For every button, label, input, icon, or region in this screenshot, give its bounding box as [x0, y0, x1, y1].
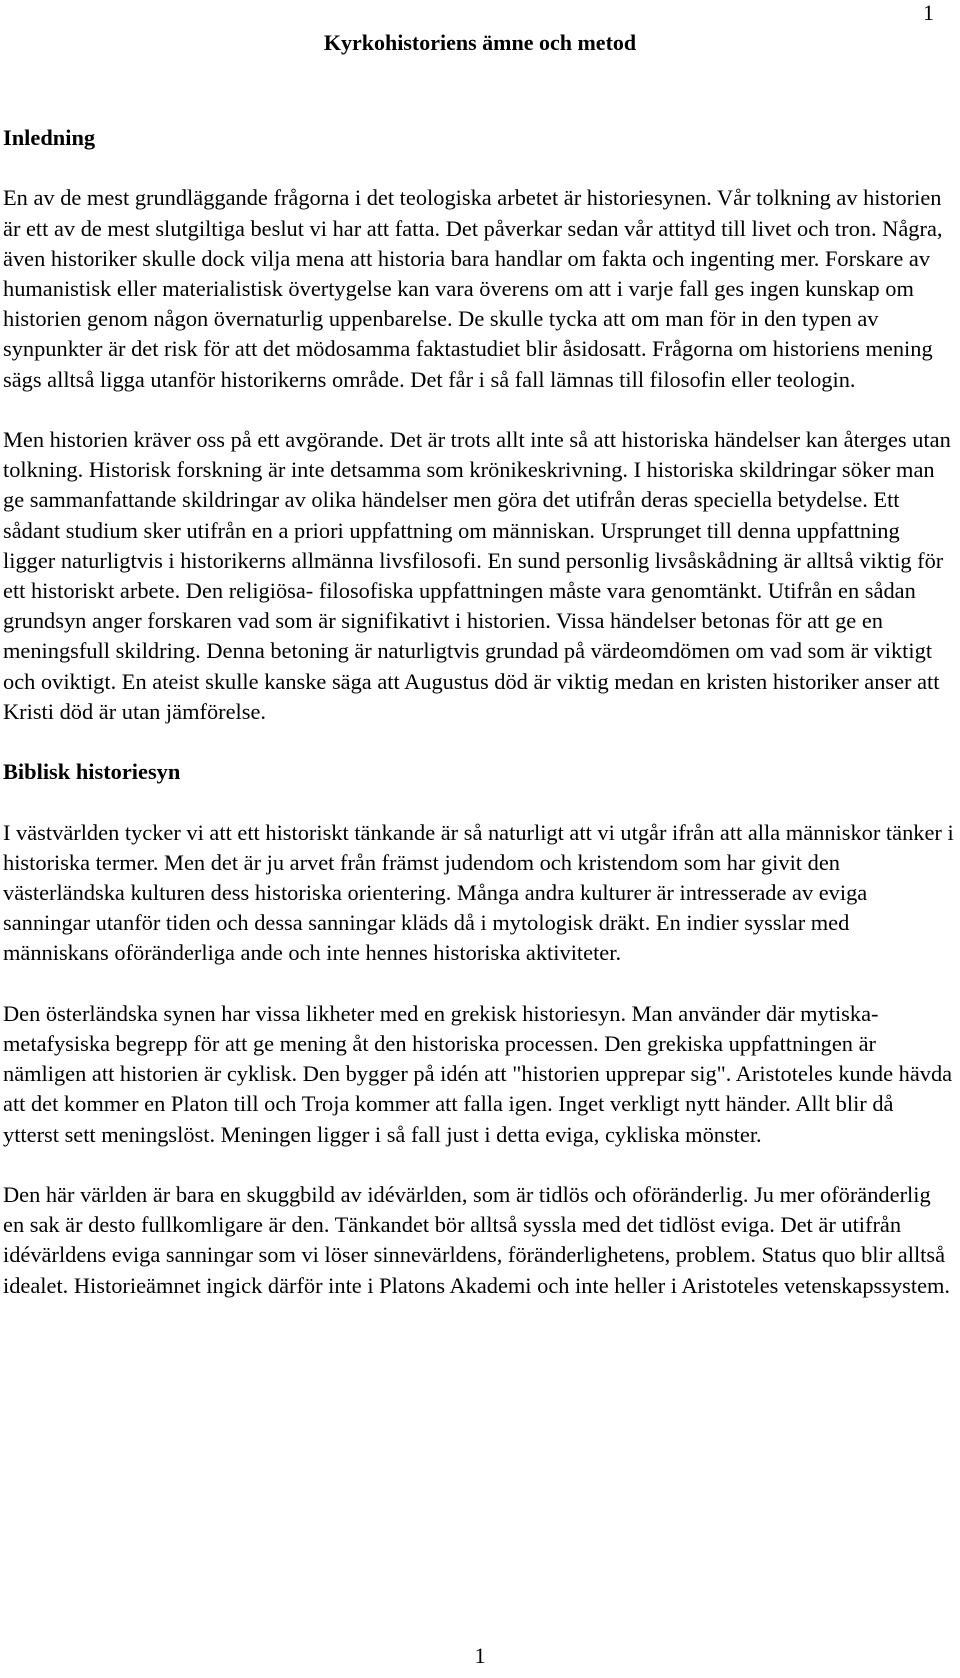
paragraph: En av de mest grundläggande frågorna i det teologiska arbetet är historiesynen. Vår tolkning av historien är ett av de mest slutgiltiga beslut vi har att fatta. Det påverkar sedan vår attityd till livet och tron. Några, även historiker skulle dock vilja mena att historia bara handlar om fakta och ingenting mer. Forskare av humanistisk eller materialistisk övertygelse kan vara överens om att i varje fall ges ingen kunskap om historien genom någon övernaturlig uppenbarelse. De skulle tycka att om man för in den typen av synpunkter är det risk för att det mödosamma faktastudiet blir åsidosatt. Frågorna om historiens mening sägs alltså ligga utanför historikerns område. Det får i så fall lämnas till filosofin eller teologin. [3, 185, 943, 392]
paragraph: I västvärlden tycker vi att ett historiskt tänkande är så naturligt att vi utgår ifrån att alla människor tänker i historiska termer. Men det är ju arvet från främst judendom och kristendom som har givit den västerländska kulturen dess historiska orientering. Många andra kulturer är intresserade av eviga sanningar utanför tiden och dessa sanningar kläds då i mytologisk dräkt. En indier sysslar med människans oföränderliga ande och inte hennes historiska aktiviteter. [3, 819, 954, 966]
page-number-bottom: 1 [474, 1643, 486, 1668]
spacer [3, 153, 955, 183]
spacer [3, 727, 955, 757]
spacer [3, 1150, 955, 1180]
spacer [3, 969, 955, 999]
page-number-top: 1 [923, 0, 934, 25]
paragraph: Den här världen är bara en skuggbild av idévärlden, som är tidlös och oföränderlig. Ju mer oföränderlig en sak är desto fullkomligare är den. Tänkandet bör alltså syssla med det tidlöst eviga. Det är utifrån idévärldens eviga sanningar som vi löser sinnevärldens, föränderlighetens, problem. Status quo blir alltså idealet. Historieämnet ingick därför inte i Platons Akademi och inte heller i Aristoteles vetenskapssystem. [3, 1182, 951, 1298]
section-heading-inledning: Inledning [3, 125, 96, 150]
section-heading-biblisk-historiesyn: Biblisk historiesyn [3, 759, 181, 785]
spacer [3, 395, 955, 425]
spacer [3, 787, 955, 817]
document-title: Kyrkohistoriens ämne och metod [323, 30, 637, 55]
paragraph: Den österländska synen har vissa likheter med en grekisk historiesyn. Man använder där mytiska-metafysiska begrepp för att ge mening åt den historiska processen. Den grekiska uppfattningen är nämligen att historien är cyklisk. Den bygger på idén att "historien upprepar sig". Aristoteles kunde hävda att det kommer en Platon till och Troja kommer att falla igen. Inget verkligt nytt händer. Allt blir då ytterst sett meningslöst. Meningen ligger i så fall just i detta eviga, cykliska mönster. [3, 1000, 953, 1147]
document-body [3, 123, 955, 1301]
paragraph: Men historien kräver oss på ett avgörande. Det är trots allt inte så att historiska händelser kan återges utan tolkning. Historisk forskning är inte detsamma som krönikeskrivning. I historiska skildringar söker man ge sammanfattande skildringar av olika händelser men göra det utifrån deras speciella betydelse. Ett sådant studium sker utifrån en a priori uppfattning om människan. Ursprunget till denna uppfattning ligger naturligtvis i historikerns allmänna livsfilosofi. En sund personlig livsåskådning är alltså viktig för ett historiskt arbete. Den religiösa- filosofiska uppfattningen måste vara genomtänkt. Utifrån en sådan grundsyn anger forskaren vad som är signifikativt i historien. Vissa händelser betonas för att ge en meningsfull skildring. Denna betoning är naturligtvis grundad på värdeomdömen om vad som är viktigt och oviktigt. En ateist skulle kanske säga att Augustus död är viktig medan en kristen historiker anser att Kristi död är utan jämförelse. [3, 427, 951, 724]
